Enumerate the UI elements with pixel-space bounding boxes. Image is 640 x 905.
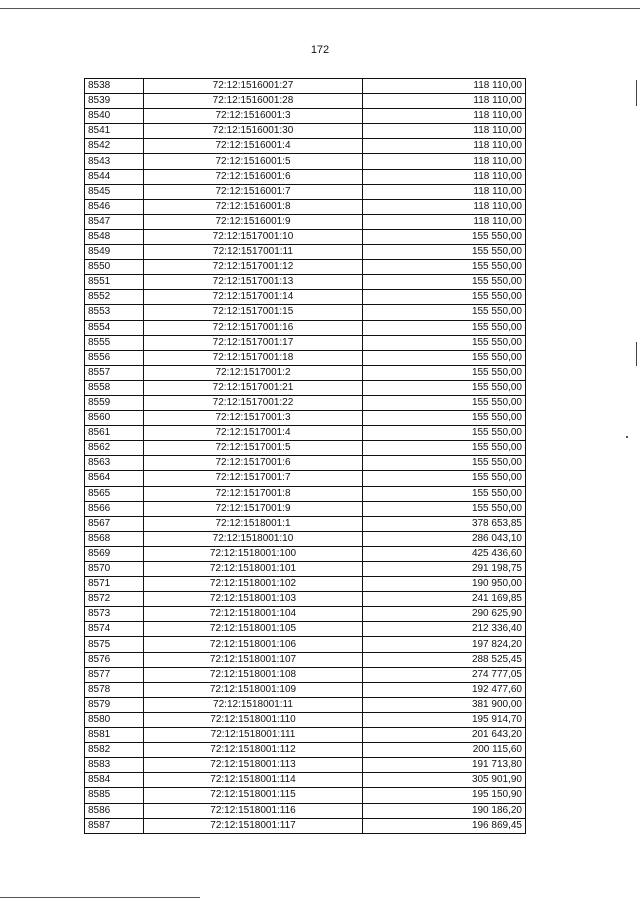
row-number-cell: 8552 xyxy=(85,290,144,305)
value-cell: 118 110,00 xyxy=(363,94,526,109)
value-cell: 118 110,00 xyxy=(363,139,526,154)
row-number-cell: 8580 xyxy=(85,712,144,727)
row-number-cell: 8560 xyxy=(85,411,144,426)
table-row xyxy=(85,154,526,169)
value-cell: 190 950,00 xyxy=(363,577,526,592)
table-row xyxy=(85,456,526,471)
row-number-cell: 8570 xyxy=(85,562,144,577)
cadastral-number-cell: 72:12:1518001:108 xyxy=(144,667,363,682)
value-cell: 155 550,00 xyxy=(363,426,526,441)
row-number-cell: 8566 xyxy=(85,501,144,516)
cadastral-number-cell: 72:12:1518001:11 xyxy=(144,697,363,712)
cadastral-number-cell: 72:12:1518001:116 xyxy=(144,803,363,818)
cadastral-number-cell: 72:12:1518001:1 xyxy=(144,516,363,531)
registry-table-body xyxy=(85,79,526,834)
cadastral-number-cell: 72:12:1516001:28 xyxy=(144,94,363,109)
value-cell: 155 550,00 xyxy=(363,471,526,486)
row-number-cell: 8564 xyxy=(85,471,144,486)
registry-table xyxy=(84,78,526,834)
value-cell: 155 550,00 xyxy=(363,335,526,350)
value-cell: 288 525,45 xyxy=(363,652,526,667)
cadastral-number-cell: 72:12:1518001:109 xyxy=(144,682,363,697)
table-row xyxy=(85,94,526,109)
table-row xyxy=(85,788,526,803)
row-number-cell: 8571 xyxy=(85,577,144,592)
table-row xyxy=(85,214,526,229)
cadastral-number-cell: 72:12:1517001:22 xyxy=(144,395,363,410)
table-row xyxy=(85,562,526,577)
row-number-cell: 8539 xyxy=(85,94,144,109)
table-row xyxy=(85,426,526,441)
cadastral-number-cell: 72:12:1516001:4 xyxy=(144,139,363,154)
cadastral-number-cell: 72:12:1518001:115 xyxy=(144,788,363,803)
value-cell: 192 477,60 xyxy=(363,682,526,697)
value-cell: 155 550,00 xyxy=(363,245,526,260)
table-row xyxy=(85,501,526,516)
value-cell: 212 336,40 xyxy=(363,622,526,637)
table-row xyxy=(85,682,526,697)
table-row xyxy=(85,139,526,154)
table-row xyxy=(85,260,526,275)
value-cell: 305 901,90 xyxy=(363,773,526,788)
value-cell: 425 436,60 xyxy=(363,546,526,561)
table-row xyxy=(85,652,526,667)
table-row xyxy=(85,199,526,214)
cadastral-number-cell: 72:12:1517001:21 xyxy=(144,380,363,395)
cadastral-number-cell: 72:12:1517001:6 xyxy=(144,456,363,471)
footnote-rule xyxy=(0,897,200,898)
row-number-cell: 8538 xyxy=(85,79,144,94)
value-cell: 118 110,00 xyxy=(363,184,526,199)
value-cell: 200 115,60 xyxy=(363,743,526,758)
row-number-cell: 8586 xyxy=(85,803,144,818)
table-row xyxy=(85,365,526,380)
cadastral-number-cell: 72:12:1517001:15 xyxy=(144,305,363,320)
value-cell: 291 198,75 xyxy=(363,562,526,577)
row-number-cell: 8554 xyxy=(85,320,144,335)
value-cell: 118 110,00 xyxy=(363,214,526,229)
right-edge-mark xyxy=(636,342,637,366)
value-cell: 191 713,80 xyxy=(363,758,526,773)
scan-dot xyxy=(626,436,628,438)
cadastral-number-cell: 72:12:1517001:11 xyxy=(144,245,363,260)
cadastral-number-cell: 72:12:1518001:102 xyxy=(144,577,363,592)
table-row xyxy=(85,109,526,124)
row-number-cell: 8545 xyxy=(85,184,144,199)
table-row xyxy=(85,773,526,788)
value-cell: 118 110,00 xyxy=(363,124,526,139)
row-number-cell: 8559 xyxy=(85,395,144,410)
cadastral-number-cell: 72:12:1516001:8 xyxy=(144,199,363,214)
cadastral-number-cell: 72:12:1517001:9 xyxy=(144,501,363,516)
table-row xyxy=(85,758,526,773)
table-row xyxy=(85,592,526,607)
cadastral-number-cell: 72:12:1517001:16 xyxy=(144,320,363,335)
value-cell: 155 550,00 xyxy=(363,290,526,305)
row-number-cell: 8576 xyxy=(85,652,144,667)
cadastral-number-cell: 72:12:1518001:110 xyxy=(144,712,363,727)
row-number-cell: 8553 xyxy=(85,305,144,320)
table-row xyxy=(85,471,526,486)
cadastral-number-cell: 72:12:1517001:4 xyxy=(144,426,363,441)
row-number-cell: 8542 xyxy=(85,139,144,154)
value-cell: 241 169,85 xyxy=(363,592,526,607)
value-cell: 155 550,00 xyxy=(363,456,526,471)
cadastral-number-cell: 72:12:1518001:100 xyxy=(144,546,363,561)
value-cell: 155 550,00 xyxy=(363,320,526,335)
value-cell: 201 643,20 xyxy=(363,728,526,743)
row-number-cell: 8565 xyxy=(85,486,144,501)
row-number-cell: 8562 xyxy=(85,441,144,456)
table-row xyxy=(85,124,526,139)
row-number-cell: 8582 xyxy=(85,743,144,758)
cadastral-number-cell: 72:12:1517001:18 xyxy=(144,350,363,365)
cadastral-number-cell: 72:12:1516001:9 xyxy=(144,214,363,229)
right-edge-mark xyxy=(636,80,637,106)
cadastral-number-cell: 72:12:1517001:2 xyxy=(144,365,363,380)
row-number-cell: 8547 xyxy=(85,214,144,229)
cadastral-number-cell: 72:12:1516001:7 xyxy=(144,184,363,199)
table-row xyxy=(85,607,526,622)
cadastral-number-cell: 72:12:1517001:17 xyxy=(144,335,363,350)
cadastral-number-cell: 72:12:1518001:105 xyxy=(144,622,363,637)
table-row xyxy=(85,622,526,637)
value-cell: 118 110,00 xyxy=(363,169,526,184)
row-number-cell: 8575 xyxy=(85,637,144,652)
row-number-cell: 8581 xyxy=(85,728,144,743)
cadastral-number-cell: 72:12:1516001:3 xyxy=(144,109,363,124)
cadastral-number-cell: 72:12:1518001:107 xyxy=(144,652,363,667)
table-row xyxy=(85,743,526,758)
table-row xyxy=(85,411,526,426)
row-number-cell: 8569 xyxy=(85,546,144,561)
cadastral-number-cell: 72:12:1518001:111 xyxy=(144,728,363,743)
cadastral-number-cell: 72:12:1518001:112 xyxy=(144,743,363,758)
value-cell: 155 550,00 xyxy=(363,411,526,426)
row-number-cell: 8540 xyxy=(85,109,144,124)
row-number-cell: 8572 xyxy=(85,592,144,607)
cadastral-number-cell: 72:12:1517001:3 xyxy=(144,411,363,426)
cadastral-number-cell: 72:12:1518001:114 xyxy=(144,773,363,788)
table-row xyxy=(85,516,526,531)
table-row xyxy=(85,335,526,350)
table-row xyxy=(85,275,526,290)
value-cell: 195 150,90 xyxy=(363,788,526,803)
table-row xyxy=(85,818,526,833)
top-scan-rule xyxy=(0,8,640,9)
value-cell: 378 653,85 xyxy=(363,516,526,531)
table-row xyxy=(85,305,526,320)
table-row xyxy=(85,667,526,682)
cadastral-number-cell: 72:12:1517001:5 xyxy=(144,441,363,456)
cadastral-number-cell: 72:12:1517001:14 xyxy=(144,290,363,305)
table-row xyxy=(85,290,526,305)
cadastral-number-cell: 72:12:1517001:8 xyxy=(144,486,363,501)
value-cell: 118 110,00 xyxy=(363,79,526,94)
cadastral-number-cell: 72:12:1516001:6 xyxy=(144,169,363,184)
value-cell: 286 043,10 xyxy=(363,531,526,546)
table-row xyxy=(85,728,526,743)
row-number-cell: 8550 xyxy=(85,260,144,275)
row-number-cell: 8583 xyxy=(85,758,144,773)
row-number-cell: 8558 xyxy=(85,380,144,395)
row-number-cell: 8567 xyxy=(85,516,144,531)
table-row xyxy=(85,577,526,592)
value-cell: 197 824,20 xyxy=(363,637,526,652)
cadastral-number-cell: 72:12:1518001:117 xyxy=(144,818,363,833)
table-row xyxy=(85,184,526,199)
value-cell: 195 914,70 xyxy=(363,712,526,727)
table-row xyxy=(85,79,526,94)
cadastral-number-cell: 72:12:1517001:13 xyxy=(144,275,363,290)
value-cell: 118 110,00 xyxy=(363,109,526,124)
cadastral-number-cell: 72:12:1518001:113 xyxy=(144,758,363,773)
value-cell: 290 625,90 xyxy=(363,607,526,622)
cadastral-number-cell: 72:12:1517001:12 xyxy=(144,260,363,275)
table-row xyxy=(85,441,526,456)
value-cell: 118 110,00 xyxy=(363,154,526,169)
cadastral-number-cell: 72:12:1518001:101 xyxy=(144,562,363,577)
cadastral-number-cell: 72:12:1518001:103 xyxy=(144,592,363,607)
row-number-cell: 8577 xyxy=(85,667,144,682)
value-cell: 155 550,00 xyxy=(363,275,526,290)
table-row xyxy=(85,531,526,546)
row-number-cell: 8549 xyxy=(85,245,144,260)
value-cell: 155 550,00 xyxy=(363,441,526,456)
row-number-cell: 8568 xyxy=(85,531,144,546)
value-cell: 155 550,00 xyxy=(363,260,526,275)
row-number-cell: 8541 xyxy=(85,124,144,139)
value-cell: 155 550,00 xyxy=(363,380,526,395)
row-number-cell: 8584 xyxy=(85,773,144,788)
cadastral-number-cell: 72:12:1516001:30 xyxy=(144,124,363,139)
row-number-cell: 8573 xyxy=(85,607,144,622)
row-number-cell: 8587 xyxy=(85,818,144,833)
cadastral-number-cell: 72:12:1518001:104 xyxy=(144,607,363,622)
row-number-cell: 8574 xyxy=(85,622,144,637)
row-number-cell: 8561 xyxy=(85,426,144,441)
cadastral-number-cell: 72:12:1518001:106 xyxy=(144,637,363,652)
row-number-cell: 8563 xyxy=(85,456,144,471)
row-number-cell: 8579 xyxy=(85,697,144,712)
table-row xyxy=(85,546,526,561)
row-number-cell: 8555 xyxy=(85,335,144,350)
page-number: 172 xyxy=(310,44,330,56)
cadastral-number-cell: 72:12:1517001:10 xyxy=(144,229,363,244)
row-number-cell: 8551 xyxy=(85,275,144,290)
row-number-cell: 8544 xyxy=(85,169,144,184)
value-cell: 118 110,00 xyxy=(363,199,526,214)
table-row xyxy=(85,320,526,335)
value-cell: 155 550,00 xyxy=(363,229,526,244)
cadastral-number-cell: 72:12:1518001:10 xyxy=(144,531,363,546)
cadastral-number-cell: 72:12:1517001:7 xyxy=(144,471,363,486)
table-row xyxy=(85,697,526,712)
table-row xyxy=(85,350,526,365)
row-number-cell: 8556 xyxy=(85,350,144,365)
table-row xyxy=(85,245,526,260)
value-cell: 155 550,00 xyxy=(363,486,526,501)
row-number-cell: 8543 xyxy=(85,154,144,169)
row-number-cell: 8585 xyxy=(85,788,144,803)
row-number-cell: 8578 xyxy=(85,682,144,697)
row-number-cell: 8548 xyxy=(85,229,144,244)
table-row xyxy=(85,637,526,652)
table-row xyxy=(85,169,526,184)
value-cell: 274 777,05 xyxy=(363,667,526,682)
table-row xyxy=(85,803,526,818)
cadastral-number-cell: 72:12:1516001:5 xyxy=(144,154,363,169)
value-cell: 155 550,00 xyxy=(363,365,526,380)
value-cell: 196 869,45 xyxy=(363,818,526,833)
row-number-cell: 8546 xyxy=(85,199,144,214)
table-row xyxy=(85,395,526,410)
table-row xyxy=(85,486,526,501)
row-number-cell: 8557 xyxy=(85,365,144,380)
value-cell: 190 186,20 xyxy=(363,803,526,818)
value-cell: 381 900,00 xyxy=(363,697,526,712)
table-row xyxy=(85,380,526,395)
value-cell: 155 550,00 xyxy=(363,501,526,516)
value-cell: 155 550,00 xyxy=(363,395,526,410)
table-row xyxy=(85,712,526,727)
table-row xyxy=(85,229,526,244)
value-cell: 155 550,00 xyxy=(363,350,526,365)
value-cell: 155 550,00 xyxy=(363,305,526,320)
cadastral-number-cell: 72:12:1516001:27 xyxy=(144,79,363,94)
